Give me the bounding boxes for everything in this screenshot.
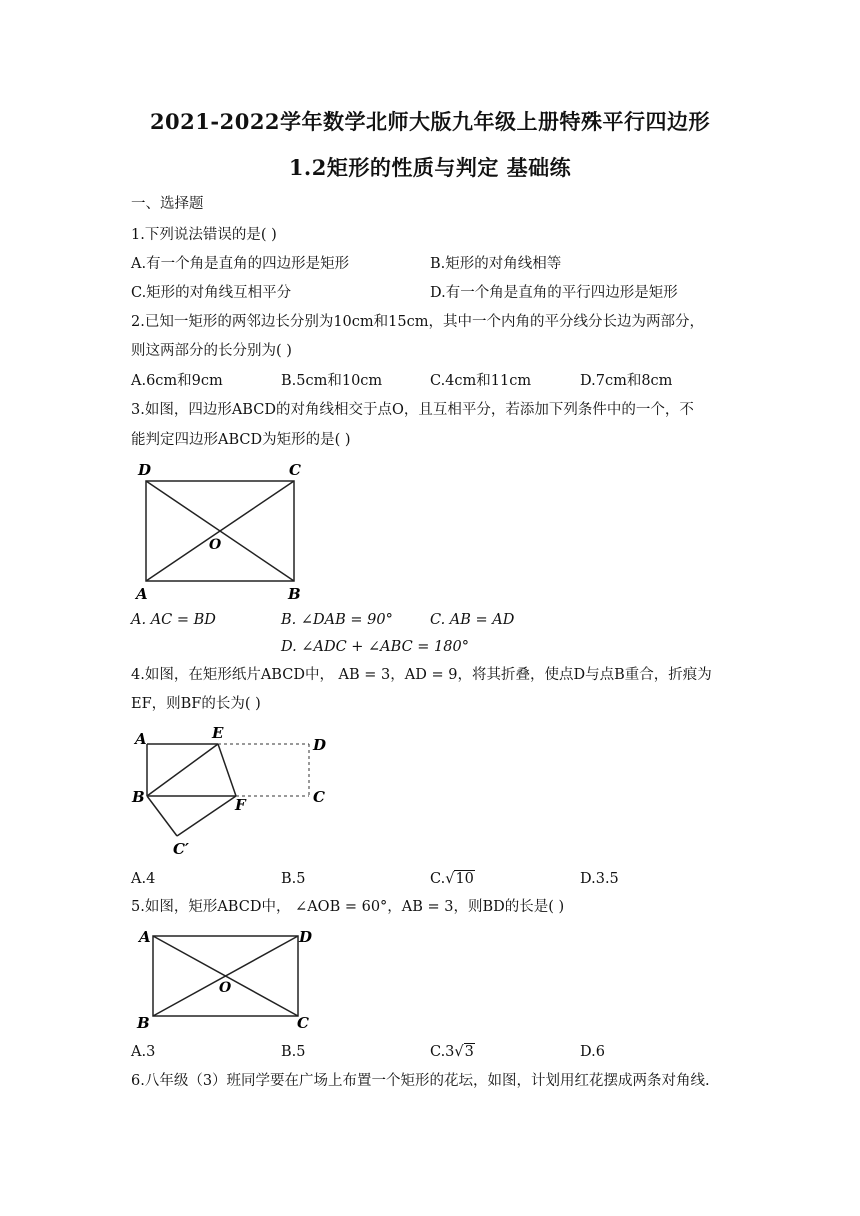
q2-stem-line-1: 2.已知一矩形的两邻边长分别为10cm和15cm，其中一个内角的平分线分长边为两部分，: [131, 314, 704, 330]
q5-option-c: [430, 1042, 475, 1062]
q4-option-c: [430, 869, 475, 889]
title-line-1: 2021-2022学年数学北师大版九年级上册特殊平行四边形: [149, 109, 711, 134]
section-heading: 一、选择题: [131, 196, 204, 212]
q5-label-d: D: [299, 928, 313, 946]
q4-option-a: A.4: [131, 871, 156, 887]
q1-option-c: C.矩形的对角线互相平分: [131, 285, 292, 301]
q5-label-c: C: [297, 1014, 309, 1032]
q4-crease-ef: [218, 744, 236, 796]
q5-label-b: B: [137, 1014, 150, 1032]
q4-segment-bc-prime: [147, 796, 177, 836]
q4-label-f: F: [235, 796, 246, 814]
q5-stem: 5.如图，矩形ABCD中， ∠AOB = 60°，AB = 3，则BD的长是( ): [131, 899, 565, 915]
title-line-2: 1.2矩形的性质与判定 基础练: [288, 155, 572, 180]
q4-option-c-prefix: C.: [430, 871, 446, 887]
q2-option-a: A.6cm和9cm: [131, 373, 223, 389]
q3-option-b: B. ∠DAB = 90°: [281, 612, 393, 628]
q3-label-b: B: [288, 585, 301, 603]
q6-stem: 6.八年级（3）班同学要在广场上布置一个矩形的花坛，如图，计划用红花摆成两条对角线.: [131, 1073, 710, 1089]
q2-option-d: D.7cm和8cm: [580, 373, 673, 389]
q3-figure-rectangle: [125, 455, 325, 605]
q4-stem-line-2: EF，则BF的长为( ): [131, 696, 261, 712]
q4-option-c-radicand: 10: [455, 871, 474, 887]
q5-option-c-radicand: 3: [464, 1044, 474, 1060]
q2-stem-line-2: 则这两部分的长分别为( ): [131, 343, 292, 359]
q5-figure-rectangle: [125, 922, 325, 1037]
q2-option-b: B.5cm和10cm: [281, 373, 383, 389]
q1-option-d: D.有一个角是直角的平行四边形是矩形: [430, 285, 678, 301]
q5-option-d: D.6: [580, 1044, 605, 1060]
q4-label-c-prime: C′: [173, 840, 189, 858]
q4-figure-folded-rectangle: [125, 720, 345, 860]
q1-option-a: A.有一个角是直角的四边形是矩形: [131, 256, 350, 272]
q3-stem-line-1: 3.如图，四边形ABCD的对角线相交于点O，且互相平分，若添加下列条件中的一个，不: [131, 402, 694, 418]
q2-option-c: C.4cm和11cm: [430, 373, 532, 389]
q3-label-a: A: [136, 585, 148, 603]
q5-option-b: B.5: [281, 1044, 306, 1060]
q4-stem-line-1: 4.如图，在矩形纸片ABCD中， AB = 3，AD = 9，将其折叠，使点D与点B重合，折痕为: [131, 667, 712, 683]
q5-option-a: A.3: [131, 1044, 156, 1060]
q1-stem: 1.下列说法错误的是( ): [131, 227, 277, 243]
q3-label-o: O: [209, 537, 222, 553]
q4-label-e: E: [212, 724, 224, 742]
q3-option-a: A. AC = BD: [131, 612, 216, 628]
q5-label-a: A: [139, 928, 151, 946]
q3-stem-line-2: 能判定四边形ABCD为矩形的是( ): [131, 432, 351, 448]
q4-segment-be: [147, 744, 218, 796]
q4-label-a: A: [135, 730, 147, 748]
sqrt-symbol: √10: [445, 871, 474, 887]
q4-label-c: C: [313, 788, 325, 806]
q4-segment-c-prime-f: [177, 796, 236, 836]
sqrt-symbol: √3: [454, 1044, 474, 1060]
q3-option-c: C. AB = AD: [430, 612, 515, 628]
q3-label-c: C: [289, 461, 301, 479]
q4-option-d: D.3.5: [580, 871, 619, 887]
q4-option-b: B.5: [281, 871, 306, 887]
q3-option-d: D. ∠ADC + ∠ABC = 180°: [281, 639, 469, 655]
q1-option-b: B.矩形的对角线相等: [430, 256, 562, 272]
q5-option-c-prefix: C.3: [430, 1044, 455, 1060]
q4-label-d: D: [313, 736, 327, 754]
q3-label-d: D: [138, 461, 152, 479]
q5-label-o: O: [219, 980, 232, 996]
q4-label-b: B: [132, 788, 145, 806]
